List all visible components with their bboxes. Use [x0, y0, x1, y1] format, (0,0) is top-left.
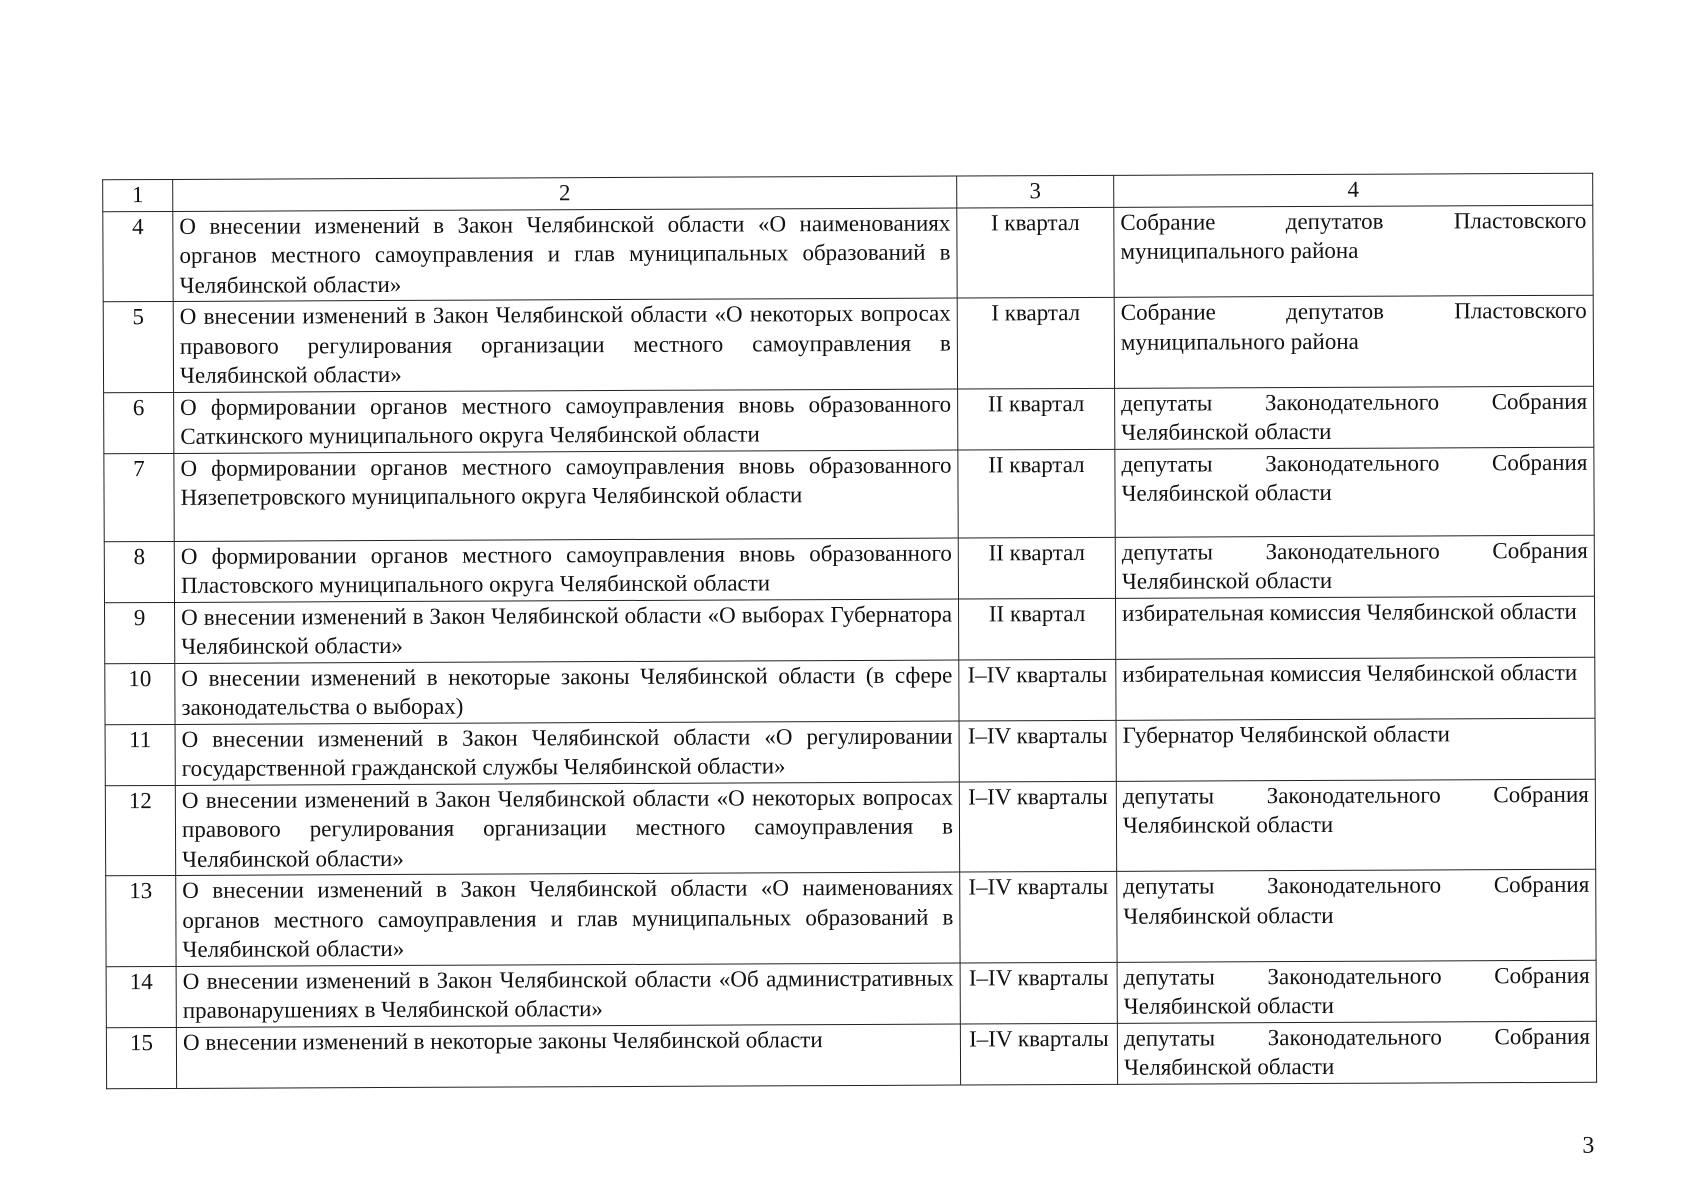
row-responsible: депутаты Законодательного Собрания Челябинской области: [1117, 960, 1596, 1023]
row-title: О внесении изменений в некоторые законы Челябинской области (в сфере законодательства о выборах): [175, 660, 959, 724]
row-responsible: Губернатор Челябинской области: [1116, 718, 1595, 781]
row-title: О внесении изменений в Закон Челябинской области «О некоторых вопросах правового регулирования организации местного самоуправления в Челябинской области»: [173, 298, 957, 392]
table-row: [103, 205, 1593, 302]
row-number: 8: [104, 541, 174, 602]
row-period: II квартал: [958, 537, 1115, 599]
row-period: I квартал: [957, 297, 1114, 388]
table-row: [105, 657, 1595, 725]
row-number: 6: [104, 392, 174, 453]
row-responsible: депутаты Законодательного Собрания Челябинской области: [1117, 869, 1596, 962]
row-responsible: избирательная комиссия Челябинской области: [1116, 657, 1595, 720]
table-row: [106, 960, 1596, 1028]
row-period: I–IV кварталы: [959, 659, 1116, 721]
row-period: I–IV кварталы: [959, 781, 1116, 872]
row-title: О формировании органов местного самоуправления вновь образованного Нязепетровского муниципального округа Челябинской области: [174, 450, 958, 541]
table-row: [104, 386, 1594, 454]
row-responsible: Собрание депутатов Пластовского муниципального района: [1114, 295, 1593, 388]
column-number-1: 1: [103, 179, 173, 211]
row-title: О формировании органов местного самоуправления вновь образованного Саткинского муниципального округа Челябинской области: [174, 389, 958, 453]
table-row: [105, 596, 1595, 664]
row-title: О внесении изменений в Закон Челябинской области «Об административных правонарушениях в Челябинской области»: [176, 963, 960, 1027]
row-number: 13: [106, 875, 176, 966]
table-row: [103, 295, 1593, 392]
row-title: О внесении изменений в Закон Челябинской области «О наименованиях органов местного самоуправления и глав муниципальных образований в Челябинской области»: [176, 872, 960, 966]
row-title: О внесении изменений в Закон Челябинской области «О регулировании государственной гражданской службы Челябинской области»: [175, 721, 959, 785]
row-responsible: депутаты Законодательного Собрания Челябинской области: [1116, 779, 1595, 872]
table-row: [106, 1021, 1596, 1089]
row-period: I–IV кварталы: [960, 962, 1117, 1024]
row-number: 11: [105, 724, 175, 785]
table-row: [105, 779, 1595, 876]
row-period: II квартал: [958, 449, 1115, 538]
row-number: 10: [105, 663, 175, 724]
row-number: 7: [104, 453, 174, 541]
row-responsible: депутаты Законодательного Собрания Челябинской области: [1115, 447, 1594, 537]
table-row: [105, 718, 1595, 786]
row-period: II квартал: [958, 388, 1115, 450]
row-period: I–IV кварталы: [959, 720, 1116, 782]
row-responsible: депутаты Законодательного Собрания Челябинской области: [1115, 535, 1594, 598]
table-row: [104, 535, 1594, 603]
row-title: О внесении изменений в Закон Челябинской области «О наименованиях органов местного самоуправления и глав муниципальных образований в Челябинской области»: [173, 208, 957, 302]
row-responsible: депутаты Законодательного Собрания Челябинской области: [1117, 1021, 1596, 1084]
row-title: О внесении изменений в Закон Челябинской области «О выборах Губернатора Челябинской области»: [175, 599, 959, 663]
legislation-plan-table: [102, 173, 1597, 1089]
row-responsible: Собрание депутатов Пластовского муниципального района: [1114, 205, 1593, 298]
row-number: 12: [105, 785, 175, 876]
table-row: [106, 869, 1596, 966]
row-title: О формировании органов местного самоуправления вновь образованного Пластовского муниципального округа Челябинской области: [174, 538, 958, 602]
row-period: I квартал: [957, 207, 1114, 298]
page-number: 3: [1582, 1132, 1595, 1159]
table-row: [104, 447, 1594, 542]
column-number-3: 3: [957, 175, 1114, 207]
row-title: О внесении изменений в некоторые законы Челябинской области: [176, 1024, 960, 1088]
row-responsible: избирательная комиссия Челябинской области: [1115, 596, 1594, 659]
row-period: I–IV кварталы: [960, 1023, 1117, 1085]
row-number: 9: [105, 602, 175, 663]
row-responsible: депутаты Законодательного Собрания Челябинской области: [1115, 386, 1594, 449]
column-number-2: 2: [173, 176, 957, 211]
row-number: 4: [103, 211, 173, 302]
row-number: 14: [106, 966, 176, 1027]
row-number: 5: [103, 301, 173, 392]
row-title: О внесении изменений в Закон Челябинской области «О некоторых вопросах правового регулирования организации местного самоуправления в Челябинской области»: [175, 782, 959, 876]
row-number: 15: [106, 1027, 176, 1088]
row-period: II квартал: [958, 598, 1115, 660]
row-period: I–IV кварталы: [960, 871, 1117, 962]
column-number-4: 4: [1114, 173, 1593, 207]
